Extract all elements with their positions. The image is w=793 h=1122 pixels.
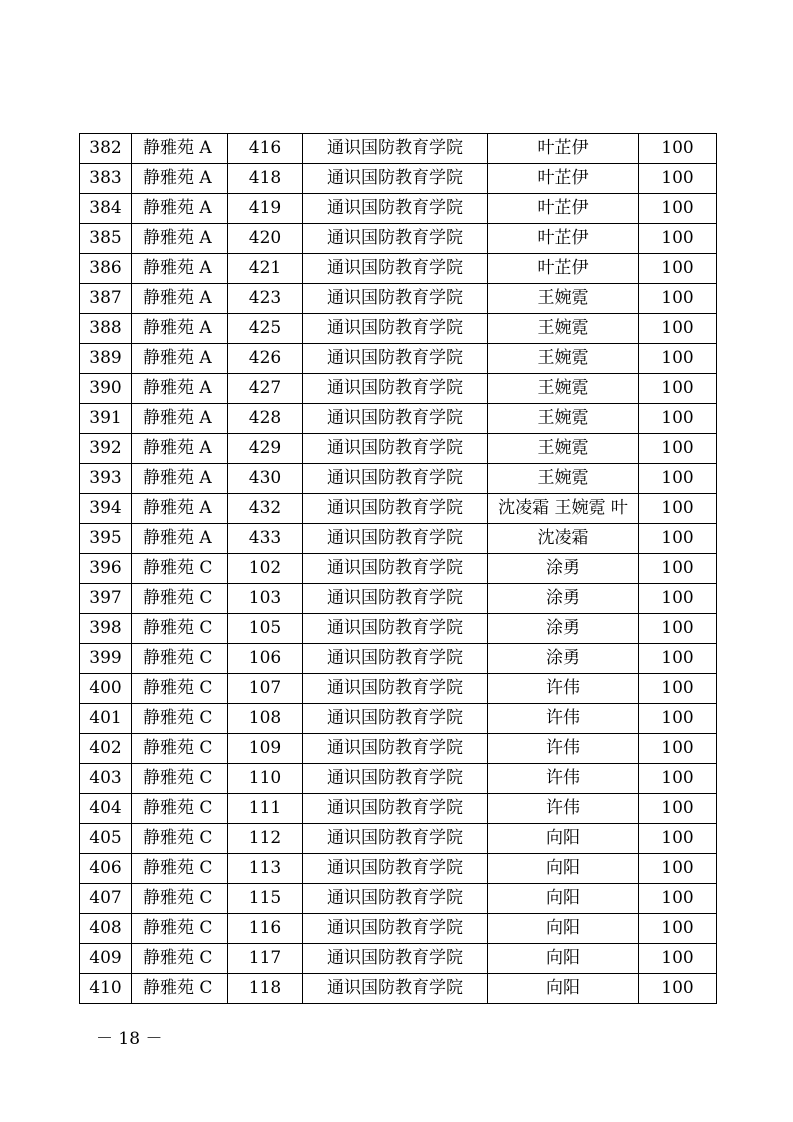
cell-teacher: 向阳 [488,884,639,914]
cell-college: 通识国防教育学院 [303,374,488,404]
table-row [80,644,717,674]
cell-score: 100 [639,134,717,164]
cell-score: 100 [639,254,717,284]
cell-building: 静雅苑 C [132,824,228,854]
cell-room: 110 [228,764,303,794]
cell-teacher: 许伟 [488,734,639,764]
cell-building: 静雅苑 A [132,434,228,464]
cell-score: 100 [639,794,717,824]
cell-building: 静雅苑 C [132,674,228,704]
table-body [80,134,717,1004]
cell-teacher: 涂勇 [488,614,639,644]
cell-teacher: 涂勇 [488,584,639,614]
cell-score: 100 [639,914,717,944]
cell-college: 通识国防教育学院 [303,434,488,464]
table-row [80,704,717,734]
cell-score: 100 [639,974,717,1004]
cell-building: 静雅苑 C [132,854,228,884]
cell-building: 静雅苑 A [132,254,228,284]
table-row [80,734,717,764]
cell-score: 100 [639,374,717,404]
cell-building: 静雅苑 C [132,704,228,734]
table-row [80,614,717,644]
dormitory-score-table [79,133,717,1004]
table-row [80,854,717,884]
cell-index: 403 [80,764,132,794]
cell-college: 通识国防教育学院 [303,704,488,734]
cell-building: 静雅苑 C [132,944,228,974]
cell-teacher: 王婉霓 [488,344,639,374]
cell-teacher: 叶芷伊 [488,134,639,164]
table-row [80,914,717,944]
cell-teacher: 叶芷伊 [488,164,639,194]
table-row [80,974,717,1004]
cell-college: 通识国防教育学院 [303,464,488,494]
cell-college: 通识国防教育学院 [303,674,488,704]
cell-room: 427 [228,374,303,404]
table-row [80,224,717,254]
table-row [80,494,717,524]
cell-score: 100 [639,284,717,314]
cell-index: 401 [80,704,132,734]
cell-building: 静雅苑 C [132,764,228,794]
cell-room: 109 [228,734,303,764]
cell-index: 396 [80,554,132,584]
table-row [80,134,717,164]
cell-building: 静雅苑 A [132,164,228,194]
cell-index: 384 [80,194,132,224]
cell-score: 100 [639,764,717,794]
cell-room: 105 [228,614,303,644]
cell-room: 416 [228,134,303,164]
cell-room: 426 [228,344,303,374]
cell-score: 100 [639,884,717,914]
cell-index: 386 [80,254,132,284]
cell-score: 100 [639,944,717,974]
cell-index: 409 [80,944,132,974]
cell-college: 通识国防教育学院 [303,884,488,914]
cell-teacher: 王婉霓 [488,464,639,494]
cell-index: 407 [80,884,132,914]
cell-building: 静雅苑 A [132,464,228,494]
cell-score: 100 [639,824,717,854]
cell-college: 通识国防教育学院 [303,314,488,344]
cell-room: 430 [228,464,303,494]
cell-room: 418 [228,164,303,194]
cell-teacher: 涂勇 [488,644,639,674]
cell-teacher: 叶芷伊 [488,254,639,284]
cell-college: 通识国防教育学院 [303,824,488,854]
cell-college: 通识国防教育学院 [303,494,488,524]
cell-score: 100 [639,854,717,884]
cell-building: 静雅苑 A [132,134,228,164]
cell-score: 100 [639,734,717,764]
table-row [80,794,717,824]
cell-college: 通识国防教育学院 [303,224,488,254]
cell-teacher: 王婉霓 [488,434,639,464]
cell-index: 388 [80,314,132,344]
table-row [80,314,717,344]
cell-college: 通识国防教育学院 [303,164,488,194]
cell-building: 静雅苑 A [132,344,228,374]
cell-building: 静雅苑 C [132,914,228,944]
cell-index: 410 [80,974,132,1004]
cell-college: 通识国防教育学院 [303,914,488,944]
cell-teacher: 向阳 [488,944,639,974]
cell-building: 静雅苑 A [132,224,228,254]
cell-teacher: 向阳 [488,914,639,944]
cell-score: 100 [639,194,717,224]
cell-teacher: 许伟 [488,794,639,824]
cell-score: 100 [639,644,717,674]
cell-building: 静雅苑 C [132,614,228,644]
cell-score: 100 [639,224,717,254]
cell-score: 100 [639,314,717,344]
cell-score: 100 [639,524,717,554]
cell-teacher: 向阳 [488,854,639,884]
cell-teacher: 叶芷伊 [488,224,639,254]
cell-index: 399 [80,644,132,674]
table-row [80,824,717,854]
cell-index: 385 [80,224,132,254]
cell-teacher: 王婉霓 [488,314,639,344]
cell-building: 静雅苑 C [132,584,228,614]
cell-college: 通识国防教育学院 [303,554,488,584]
cell-building: 静雅苑 A [132,404,228,434]
cell-index: 382 [80,134,132,164]
cell-college: 通识国防教育学院 [303,194,488,224]
cell-index: 390 [80,374,132,404]
table-row [80,404,717,434]
page-number: － 18 － [96,1029,163,1049]
cell-college: 通识国防教育学院 [303,974,488,1004]
cell-score: 100 [639,554,717,584]
cell-room: 115 [228,884,303,914]
cell-room: 117 [228,944,303,974]
cell-index: 395 [80,524,132,554]
cell-room: 429 [228,434,303,464]
cell-teacher: 王婉霓 [488,374,639,404]
table-row [80,554,717,584]
cell-teacher: 沈凌霜 王婉霓 叶 [488,494,639,524]
table-row [80,434,717,464]
cell-building: 静雅苑 A [132,374,228,404]
cell-score: 100 [639,164,717,194]
cell-teacher: 涂勇 [488,554,639,584]
cell-college: 通识国防教育学院 [303,584,488,614]
cell-college: 通识国防教育学院 [303,854,488,884]
cell-index: 392 [80,434,132,464]
cell-building: 静雅苑 C [132,794,228,824]
table-row [80,884,717,914]
cell-room: 107 [228,674,303,704]
cell-teacher: 许伟 [488,704,639,734]
cell-score: 100 [639,434,717,464]
cell-college: 通识国防教育学院 [303,794,488,824]
cell-college: 通识国防教育学院 [303,644,488,674]
cell-index: 405 [80,824,132,854]
table-row [80,464,717,494]
cell-room: 419 [228,194,303,224]
cell-teacher: 叶芷伊 [488,194,639,224]
cell-teacher: 许伟 [488,674,639,704]
cell-college: 通识国防教育学院 [303,404,488,434]
cell-score: 100 [639,674,717,704]
cell-index: 389 [80,344,132,374]
cell-teacher: 许伟 [488,764,639,794]
cell-index: 387 [80,284,132,314]
cell-room: 118 [228,974,303,1004]
cell-room: 423 [228,284,303,314]
table-row [80,524,717,554]
cell-index: 383 [80,164,132,194]
cell-building: 静雅苑 C [132,884,228,914]
cell-index: 391 [80,404,132,434]
cell-score: 100 [639,584,717,614]
cell-college: 通识国防教育学院 [303,524,488,554]
cell-teacher: 向阳 [488,974,639,1004]
cell-index: 406 [80,854,132,884]
cell-college: 通识国防教育学院 [303,764,488,794]
cell-college: 通识国防教育学院 [303,134,488,164]
cell-room: 428 [228,404,303,434]
cell-college: 通识国防教育学院 [303,344,488,374]
cell-index: 404 [80,794,132,824]
cell-building: 静雅苑 C [132,554,228,584]
table-row [80,374,717,404]
cell-room: 421 [228,254,303,284]
cell-teacher: 沈凌霜 [488,524,639,554]
cell-index: 397 [80,584,132,614]
table-row [80,164,717,194]
cell-room: 420 [228,224,303,254]
cell-score: 100 [639,614,717,644]
cell-index: 408 [80,914,132,944]
cell-score: 100 [639,344,717,374]
cell-building: 静雅苑 C [132,734,228,764]
cell-room: 116 [228,914,303,944]
cell-room: 108 [228,704,303,734]
table-row [80,344,717,374]
cell-room: 111 [228,794,303,824]
cell-room: 113 [228,854,303,884]
cell-room: 433 [228,524,303,554]
table-row [80,254,717,284]
cell-college: 通识国防教育学院 [303,254,488,284]
table-row [80,194,717,224]
cell-teacher: 王婉霓 [488,284,639,314]
cell-score: 100 [639,494,717,524]
cell-room: 432 [228,494,303,524]
cell-room: 102 [228,554,303,584]
cell-room: 425 [228,314,303,344]
cell-index: 394 [80,494,132,524]
cell-index: 400 [80,674,132,704]
cell-building: 静雅苑 C [132,644,228,674]
cell-building: 静雅苑 A [132,494,228,524]
cell-index: 393 [80,464,132,494]
cell-teacher: 王婉霓 [488,404,639,434]
cell-college: 通识国防教育学院 [303,734,488,764]
cell-index: 402 [80,734,132,764]
cell-index: 398 [80,614,132,644]
cell-teacher: 向阳 [488,824,639,854]
cell-building: 静雅苑 A [132,524,228,554]
table-row [80,944,717,974]
cell-room: 103 [228,584,303,614]
table-row [80,764,717,794]
cell-building: 静雅苑 A [132,314,228,344]
cell-score: 100 [639,704,717,734]
cell-building: 静雅苑 C [132,974,228,1004]
cell-college: 通识国防教育学院 [303,614,488,644]
cell-score: 100 [639,464,717,494]
cell-room: 112 [228,824,303,854]
table-row [80,674,717,704]
table-row [80,284,717,314]
cell-score: 100 [639,404,717,434]
cell-building: 静雅苑 A [132,194,228,224]
cell-college: 通识国防教育学院 [303,284,488,314]
cell-building: 静雅苑 A [132,284,228,314]
cell-room: 106 [228,644,303,674]
cell-college: 通识国防教育学院 [303,944,488,974]
table-row [80,584,717,614]
